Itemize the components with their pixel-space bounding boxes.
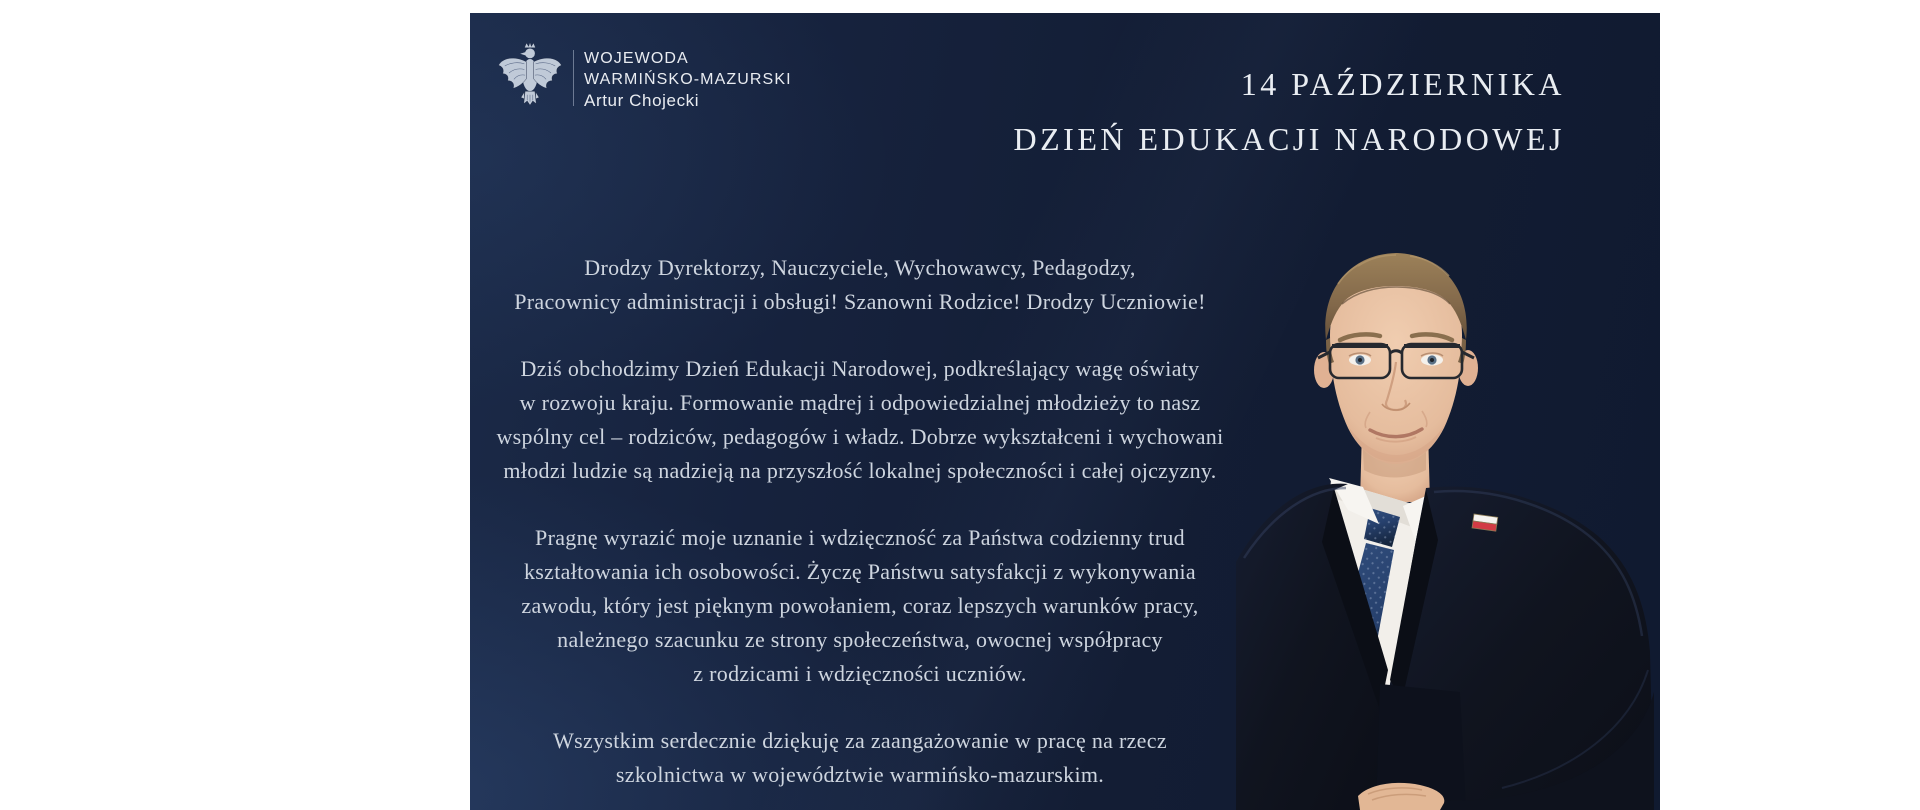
headline-date: 14 PAŹDZIERNIKA: [1240, 66, 1565, 102]
message-line: Drodzy Dyrektorzy, Nauczyciele, Wychowawcy, Pedagodzy,: [584, 255, 1136, 280]
letterhead-divider: [573, 50, 574, 106]
headline: [1014, 57, 1566, 167]
message-line: Dziś obchodzimy Dzień Edukacji Narodowej, podkreślający wagę oświaty: [520, 356, 1200, 381]
message-line: w rozwoju kraju. Formowanie mądrej i odpowiedzialnej młodzieży to nasz: [519, 390, 1201, 415]
message-line: z rodzicami i wdzięczności uczniów.: [693, 661, 1027, 686]
paragraph-thanks: [490, 724, 1230, 792]
message-line: wspólny cel – rodziców, pedagogów i władz. Dobrze wykształceni i wychowani: [496, 424, 1224, 449]
voivode-portrait: [1230, 240, 1660, 810]
office-title-line1: WOJEWODA: [584, 50, 689, 67]
paragraph-occasion: [490, 352, 1230, 488]
message-line: zawodu, który jest pięknym powołaniem, coraz lepszych warunków pracy,: [521, 593, 1199, 618]
letterhead: [495, 40, 792, 120]
paragraph-greeting: [490, 251, 1230, 319]
message-line: należnego szacunku ze strony społeczeństwa, owocnej współpracy: [557, 627, 1163, 652]
office-title-line2: WARMIŃSKO-MAZURSKI: [584, 71, 792, 88]
message-line: Wszystkim serdecznie dziękuję za zaangażowanie w pracę na rzecz: [553, 728, 1167, 753]
message-line: młodzi ludzie są nadzieją na przyszłość lokalnej społeczności i całej ojczyzny.: [503, 458, 1217, 483]
officeholder-name: Artur Chojecki: [584, 91, 700, 110]
message-line: szkolnictwa w województwie warmińsko-mazurskim.: [615, 762, 1105, 787]
announcement-poster: [470, 13, 1660, 810]
message-body: [490, 251, 1230, 810]
polish-eagle-emblem-icon: [495, 40, 565, 120]
message-line: kształtowania ich osobowości. Życzę Państwu satysfakcji z wykonywania: [524, 559, 1196, 584]
message-line: Pragnę wyrazić moje uznanie i wdzięczność za Państwa codzienny trud: [535, 525, 1185, 550]
message-line: Pracownicy administracji i obsługi! Szanowni Rodzice! Drodzy Uczniowie!: [514, 289, 1206, 314]
paragraph-wishes: [490, 521, 1230, 691]
headline-occasion: DZIEŃ EDUKACJI NARODOWEJ: [1013, 121, 1565, 157]
letterhead-text: [584, 48, 792, 111]
